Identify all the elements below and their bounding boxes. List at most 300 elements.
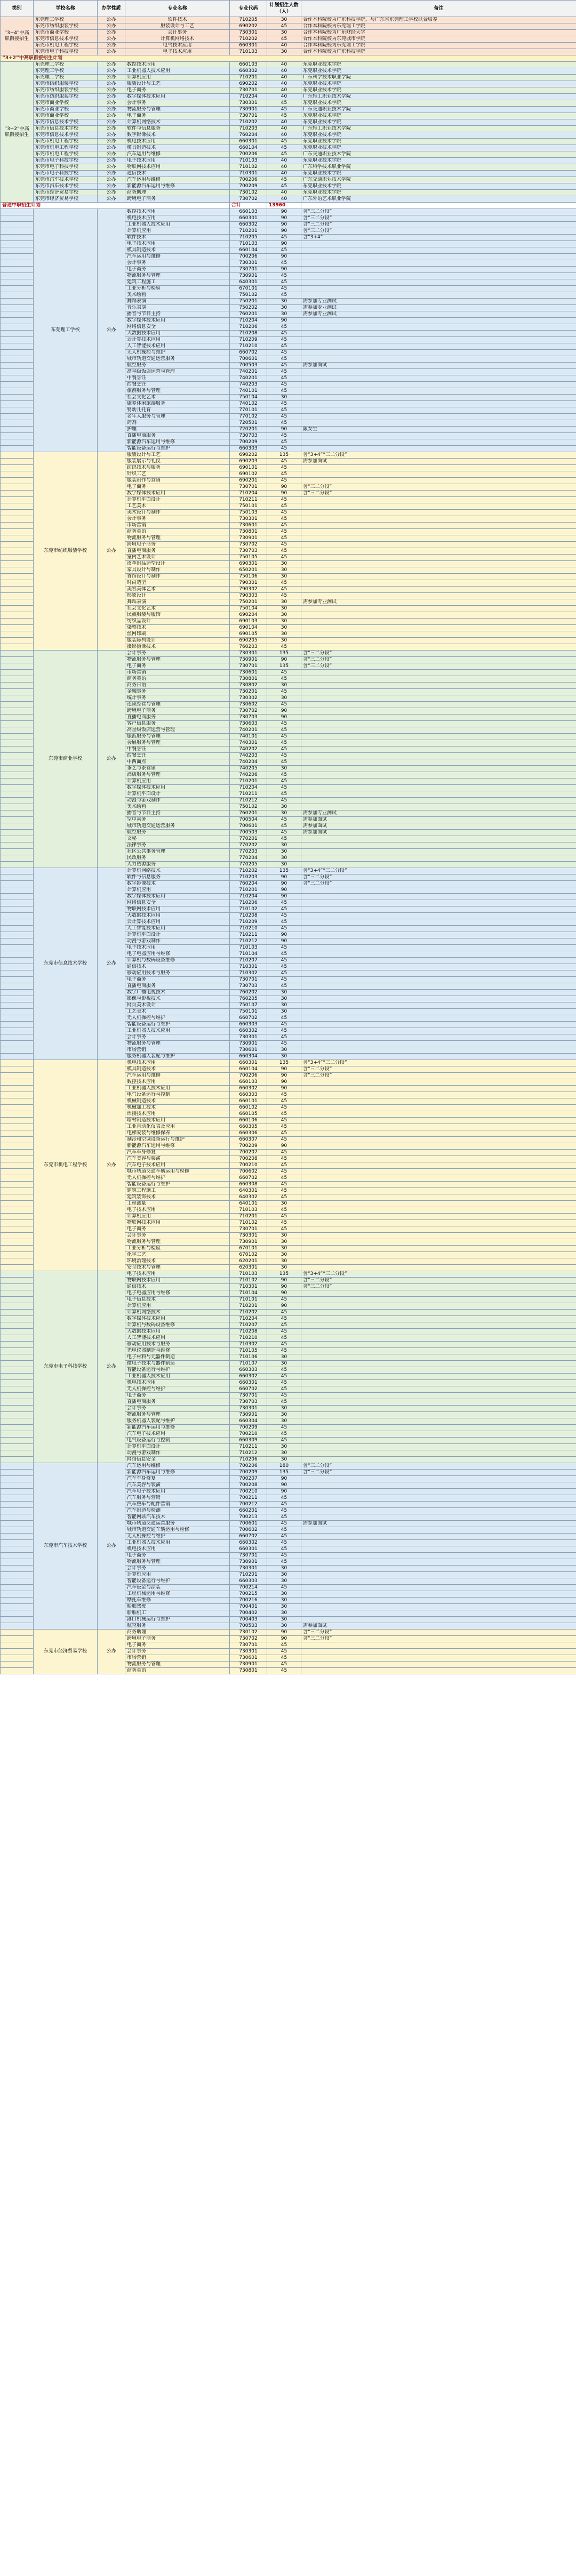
code-cell: 700206 (230, 1073, 267, 1079)
major-cell: 直播电商服务 (125, 548, 230, 555)
category-cell (1, 651, 34, 657)
remark-cell (301, 279, 576, 286)
nature-cell: 公办 (98, 452, 125, 651)
nature-cell: 公办 (98, 1060, 125, 1271)
code-cell: 730102 (230, 1630, 267, 1636)
category-cell (1, 599, 34, 606)
school-cell: 东莞市机电工程学校 (34, 145, 98, 151)
code-cell: 750105 (230, 555, 267, 561)
quota-cell: 40 (267, 158, 301, 164)
category-cell (1, 862, 34, 868)
quota-cell: 30 (267, 1623, 301, 1630)
code-cell: 660702 (230, 350, 267, 356)
remark-cell (301, 1335, 576, 1342)
remark-cell (301, 1374, 576, 1380)
table-row (1, 126, 576, 132)
remark-cell: 需参加专业测试 (301, 599, 576, 606)
category-cell (1, 926, 34, 932)
quota-cell: 45 (267, 414, 301, 420)
category-cell (1, 919, 34, 926)
quota-cell: 30 (267, 574, 301, 580)
code-cell: 660702 (230, 1015, 267, 1022)
remark-cell (301, 1444, 576, 1450)
quota-cell: 30 (267, 1566, 301, 1572)
quota-cell: 90 (267, 318, 301, 324)
major-cell: 会展服务与管理 (125, 740, 230, 747)
quota-cell: 45 (267, 1111, 301, 1118)
code-cell: 700209 (230, 1143, 267, 1150)
major-cell: 无人机操控与维护 (125, 1175, 230, 1182)
remark-cell (301, 478, 576, 484)
remark-cell (301, 612, 576, 619)
remark-cell (301, 753, 576, 759)
code-cell: 710103 (230, 945, 267, 951)
code-cell: 710204 (230, 94, 267, 100)
code-cell: 710202 (230, 1310, 267, 1316)
remark-cell (301, 542, 576, 548)
remark-cell (301, 938, 576, 945)
nature-cell: 公办 (98, 49, 125, 55)
remark-cell (301, 702, 576, 708)
category-cell (1, 1201, 34, 1207)
category-cell (1, 894, 34, 900)
code-cell: 690104 (230, 625, 267, 631)
code-cell: 660305 (230, 1124, 267, 1130)
category-cell (1, 215, 34, 222)
quota-cell: 45 (267, 1226, 301, 1233)
table-row (1, 145, 576, 151)
code-cell: 700402 (230, 1610, 267, 1617)
code-cell: 660103 (230, 1079, 267, 1086)
nature-cell: 公办 (98, 81, 125, 87)
school-cell: 东莞市机电工程学校 (34, 151, 98, 158)
school-cell: 东莞市信息技术学校 (34, 132, 98, 139)
remark-cell (301, 913, 576, 919)
remark-cell (301, 1047, 576, 1054)
quota-cell: 45 (267, 964, 301, 970)
code-cell: 730102 (230, 190, 267, 196)
category-cell (1, 1354, 34, 1361)
quota-cell: 45 (267, 459, 301, 465)
major-cell: 新能源汽车运用与维修 (125, 1470, 230, 1476)
category-cell (1, 1015, 34, 1022)
major-cell: 大数据技术应用 (125, 913, 230, 919)
remark-cell (301, 1086, 576, 1092)
code-cell: 700601 (230, 356, 267, 363)
code-cell: 710201 (230, 1572, 267, 1578)
table-row (1, 651, 576, 657)
remark-cell (301, 433, 576, 439)
code-cell: 660104 (230, 247, 267, 254)
quota-cell: 45 (267, 247, 301, 254)
code-cell: 760201 (230, 311, 267, 318)
code-cell: 710211 (230, 497, 267, 503)
quota-cell: 45 (267, 497, 301, 503)
major-cell: 焊接技术应用 (125, 1111, 230, 1118)
quota-cell: 45 (267, 689, 301, 695)
remark-cell (301, 964, 576, 970)
nature-cell: 公办 (98, 145, 125, 151)
major-cell: 数字媒体技术应用 (125, 94, 230, 100)
category-cell (1, 606, 34, 612)
category-cell (1, 1047, 34, 1054)
major-cell: 移动应用技术与服务 (125, 1342, 230, 1348)
remark-cell (301, 996, 576, 1002)
major-cell: 电梯安装与维修保养 (125, 1130, 230, 1137)
table-row (1, 164, 576, 171)
major-cell: 酒店服务与管理 (125, 772, 230, 779)
major-cell: 电子商务 (125, 1553, 230, 1559)
remark-cell: 含“3+4”“三二分段” (301, 1271, 576, 1278)
quota-cell: 30 (267, 862, 301, 868)
remark-cell (301, 382, 576, 388)
total-value: 13960 (267, 203, 301, 209)
category-cell (1, 1649, 34, 1655)
quota-cell: 90 (267, 1303, 301, 1310)
code-cell: 660302 (230, 1540, 267, 1546)
remark-cell (301, 766, 576, 772)
major-cell: 汽车整车与配件营销 (125, 1502, 230, 1508)
remark-cell (301, 1169, 576, 1175)
quota-cell: 45 (267, 324, 301, 331)
section-title: 普通中职招生计划 (1, 203, 230, 209)
total-remark (301, 203, 576, 209)
quota-cell: 45 (267, 785, 301, 791)
category-cell (1, 254, 34, 260)
quota-cell: 30 (267, 996, 301, 1002)
major-cell: 汽车电子技术应用 (125, 1489, 230, 1495)
remark-cell (301, 388, 576, 395)
quota-cell: 90 (267, 874, 301, 881)
major-cell: 计算机应用 (125, 1214, 230, 1220)
table-row (1, 81, 576, 87)
code-cell: 730901 (230, 107, 267, 113)
major-cell: 市场营销 (125, 1047, 230, 1054)
code-cell: 730703 (230, 715, 267, 721)
code-cell: 730801 (230, 676, 267, 683)
major-cell: 商务助理 (125, 190, 230, 196)
quota-cell: 45 (267, 798, 301, 804)
category-cell (1, 1508, 34, 1514)
quota-cell: 30 (267, 1604, 301, 1610)
remark-cell: 含“三二分段” (301, 657, 576, 663)
quota-cell: 30 (267, 1617, 301, 1623)
code-cell: 660106 (230, 1118, 267, 1124)
quota-cell: 45 (267, 107, 301, 113)
nature-cell: 公办 (98, 209, 125, 452)
major-cell: 城市轨道交通运营服务 (125, 823, 230, 830)
major-cell: 影像与影视技术 (125, 996, 230, 1002)
quota-cell: 45 (267, 343, 301, 350)
remark-cell: 东莞职业技术学院 (301, 171, 576, 177)
major-cell: 城市轨道交通车辆运用与检修 (125, 1169, 230, 1175)
remark-cell (301, 1649, 576, 1655)
category-cell (1, 1118, 34, 1124)
code-cell: 710206 (230, 324, 267, 331)
remark-cell: 含“3+4”“三二分段” (301, 452, 576, 459)
school-cell: 东莞市信息技术学校 (34, 126, 98, 132)
remark-cell (301, 715, 576, 721)
major-cell: 直播电商服务 (125, 715, 230, 721)
category-cell (1, 1226, 34, 1233)
category-cell (1, 676, 34, 683)
major-cell: 会计事务 (125, 1034, 230, 1041)
category-cell (1, 964, 34, 970)
quota-cell: 30 (267, 1444, 301, 1450)
quota-cell: 45 (267, 1182, 301, 1188)
code-cell: 660101 (230, 1098, 267, 1105)
remark-cell (301, 1559, 576, 1566)
category-cell (1, 798, 34, 804)
table-row (1, 196, 576, 203)
quota-cell: 45 (267, 433, 301, 439)
code-cell: 690203 (230, 459, 267, 465)
quota-cell: 45 (267, 1137, 301, 1143)
nature-cell: 公办 (98, 43, 125, 49)
header-row (1, 1, 576, 17)
quota-cell: 40 (267, 43, 301, 49)
quota-cell: 30 (267, 305, 301, 311)
school-cell: 东莞市信息技术学校 (34, 36, 98, 43)
code-cell: 640301 (230, 1188, 267, 1194)
major-cell: 计算机平面设计 (125, 932, 230, 938)
remark-cell (301, 1258, 576, 1265)
remark-cell (301, 1322, 576, 1329)
quota-cell: 45 (267, 1297, 301, 1303)
major-cell: 电子技术应用 (125, 158, 230, 164)
code-cell: 710202 (230, 119, 267, 126)
category-cell (1, 1399, 34, 1406)
major-cell: 电子商务 (125, 1642, 230, 1649)
remark-cell (301, 1438, 576, 1444)
major-cell: 高星级饭店运营与管理 (125, 727, 230, 734)
category-cell (1, 305, 34, 311)
quota-cell: 90 (267, 484, 301, 491)
remark-cell (301, 804, 576, 810)
code-cell: 660303 (230, 1092, 267, 1098)
major-cell: 智能设备运行与维护 (125, 446, 230, 452)
quota-cell: 45 (267, 1214, 301, 1220)
major-cell: 模具制造技术 (125, 247, 230, 254)
code-cell: 710204 (230, 785, 267, 791)
code-cell: 710209 (230, 337, 267, 343)
quota-cell: 45 (267, 1374, 301, 1380)
category-cell (1, 1098, 34, 1105)
quota-cell: 30 (267, 619, 301, 625)
code-cell: 730701 (230, 113, 267, 119)
code-cell: 710202 (230, 868, 267, 874)
quota-cell: 45 (267, 439, 301, 446)
remark-cell (301, 1482, 576, 1489)
table-row (1, 43, 576, 49)
major-cell: 电子信息技术 (125, 1297, 230, 1303)
quota-cell: 45 (267, 350, 301, 356)
category-cell (1, 555, 34, 561)
major-cell: 人工智能技术应用 (125, 1335, 230, 1342)
category-cell (1, 804, 34, 810)
quota-cell: 45 (267, 1028, 301, 1034)
remark-cell (301, 1233, 576, 1239)
code-cell: 660301 (230, 1380, 267, 1386)
code-cell: 750101 (230, 503, 267, 510)
remark-cell (301, 740, 576, 747)
major-cell: 旅游服务与管理 (125, 388, 230, 395)
quota-cell: 90 (267, 427, 301, 433)
major-cell: 计算机平面设计 (125, 1444, 230, 1450)
quota-cell: 90 (267, 938, 301, 945)
category-cell (1, 1527, 34, 1534)
category-cell (1, 1438, 34, 1444)
remark-cell (301, 1265, 576, 1271)
code-cell: 730702 (230, 1636, 267, 1642)
remark-cell (301, 324, 576, 331)
major-cell: 时尚造型 (125, 580, 230, 587)
quota-cell: 30 (267, 1246, 301, 1252)
quota-cell: 45 (267, 1316, 301, 1322)
remark-cell (301, 1450, 576, 1457)
remark-cell (301, 1655, 576, 1662)
category-cell (1, 497, 34, 503)
code-cell: 710301 (230, 964, 267, 970)
quota-cell: 45 (267, 580, 301, 587)
school-cell: 东莞理工学校 (34, 62, 98, 68)
nature-cell: 公办 (98, 94, 125, 100)
code-cell: 710204 (230, 491, 267, 497)
category-cell (1, 1598, 34, 1604)
major-cell: 无人机操控与维护 (125, 1534, 230, 1540)
category-cell (1, 542, 34, 548)
remark-cell (301, 593, 576, 599)
code-cell: 700503 (230, 830, 267, 836)
code-cell: 640302 (230, 1194, 267, 1201)
code-cell: 720501 (230, 420, 267, 427)
remark-cell: 含“三二分段” (301, 228, 576, 235)
major-cell: 工业机器人技术应用 (125, 1086, 230, 1092)
quota-cell: 40 (267, 75, 301, 81)
major-cell: 无人机操控与维护 (125, 1386, 230, 1393)
quota-cell: 30 (267, 1610, 301, 1617)
category-cell (1, 1041, 34, 1047)
code-cell: 760202 (230, 990, 267, 996)
major-cell: 微电子技术与器件制造 (125, 1361, 230, 1367)
remark-cell (301, 785, 576, 791)
major-cell: 工业机器人技术应用 (125, 1028, 230, 1034)
major-cell: 数字媒体技术应用 (125, 491, 230, 497)
remark-cell: 东莞职业技术学院 (301, 68, 576, 75)
remark-cell: 含“3+4”“三二分段” (301, 1060, 576, 1066)
major-cell: 通信技术 (125, 964, 230, 970)
remark-cell (301, 1175, 576, 1182)
code-cell: 770204 (230, 855, 267, 862)
remark-cell: 限女生 (301, 427, 576, 433)
header-nature: 办学性质 (98, 1, 125, 17)
quota-cell: 45 (267, 1348, 301, 1354)
quota-cell: 45 (267, 740, 301, 747)
quota-cell: 45 (267, 420, 301, 427)
code-cell: 710201 (230, 75, 267, 81)
quota-cell: 90 (267, 222, 301, 228)
header-quota: 计划招生人数（人） (267, 1, 301, 17)
code-cell: 660301 (230, 1060, 267, 1066)
code-cell: 660302 (230, 68, 267, 75)
code-cell: 730702 (230, 196, 267, 203)
table-row (1, 171, 576, 177)
code-cell: 760201 (230, 810, 267, 817)
remark-cell (301, 970, 576, 977)
category-cell (1, 407, 34, 414)
table-row (1, 119, 576, 126)
remark-cell (301, 247, 576, 254)
remark-cell (301, 439, 576, 446)
remark-cell: 含“三二分段” (301, 209, 576, 215)
quota-cell: 30 (267, 1412, 301, 1418)
table-row (1, 158, 576, 164)
code-cell: 660302 (230, 1086, 267, 1092)
major-cell: 数控技术应用 (125, 209, 230, 215)
quota-cell: 45 (267, 113, 301, 119)
category-cell (1, 1124, 34, 1130)
major-cell: 光电仪器制造与维修 (125, 1348, 230, 1354)
category-cell (1, 491, 34, 497)
quota-cell: 45 (267, 970, 301, 977)
header-school: 学校名称 (34, 1, 98, 17)
quota-cell: 45 (267, 273, 301, 279)
code-cell: 710206 (230, 900, 267, 906)
remark-cell (301, 1329, 576, 1335)
quota-cell: 45 (267, 830, 301, 836)
code-cell: 710208 (230, 1329, 267, 1335)
major-cell: 电子技术应用 (125, 1207, 230, 1214)
quota-cell: 45 (267, 151, 301, 158)
code-cell: 660702 (230, 1386, 267, 1393)
major-cell: 云计算技术应用 (125, 919, 230, 926)
code-cell: 740102 (230, 401, 267, 407)
major-cell: 增材制造技术应用 (125, 1118, 230, 1124)
category-cell (1, 1668, 34, 1674)
category-cell (1, 1342, 34, 1348)
category-cell (1, 830, 34, 836)
code-cell: 730701 (230, 1226, 267, 1233)
major-cell: 汽车运用与维修 (125, 1073, 230, 1079)
code-cell: 660103 (230, 209, 267, 215)
code-cell: 700206 (230, 151, 267, 158)
major-cell: 大数据技术应用 (125, 331, 230, 337)
category-cell (1, 855, 34, 862)
remark-cell (301, 1367, 576, 1374)
remark-cell: 东莞职业技术学院 (301, 81, 576, 87)
quota-cell: 45 (267, 644, 301, 651)
remark-cell: 含“三二分段” (301, 1066, 576, 1073)
code-cell: 700504 (230, 817, 267, 823)
remark-cell: 含“三二分段” (301, 491, 576, 497)
major-cell: 数字影像技术 (125, 881, 230, 887)
major-cell: 网络信息安全 (125, 900, 230, 906)
code-cell: 730301 (230, 1233, 267, 1239)
remark-cell (301, 1246, 576, 1252)
table-row (1, 183, 576, 190)
remark-cell (301, 1348, 576, 1354)
remark-cell (301, 1508, 576, 1514)
nature-cell: 公办 (98, 17, 125, 23)
remark-cell (301, 292, 576, 299)
code-cell: 690205 (230, 638, 267, 644)
category-cell (1, 695, 34, 702)
remark-cell: 东莞职业技术学院 (301, 119, 576, 126)
code-cell: 640301 (230, 279, 267, 286)
category-cell (1, 427, 34, 433)
quota-cell: 45 (267, 1534, 301, 1540)
remark-cell: 需参加面试 (301, 1521, 576, 1527)
